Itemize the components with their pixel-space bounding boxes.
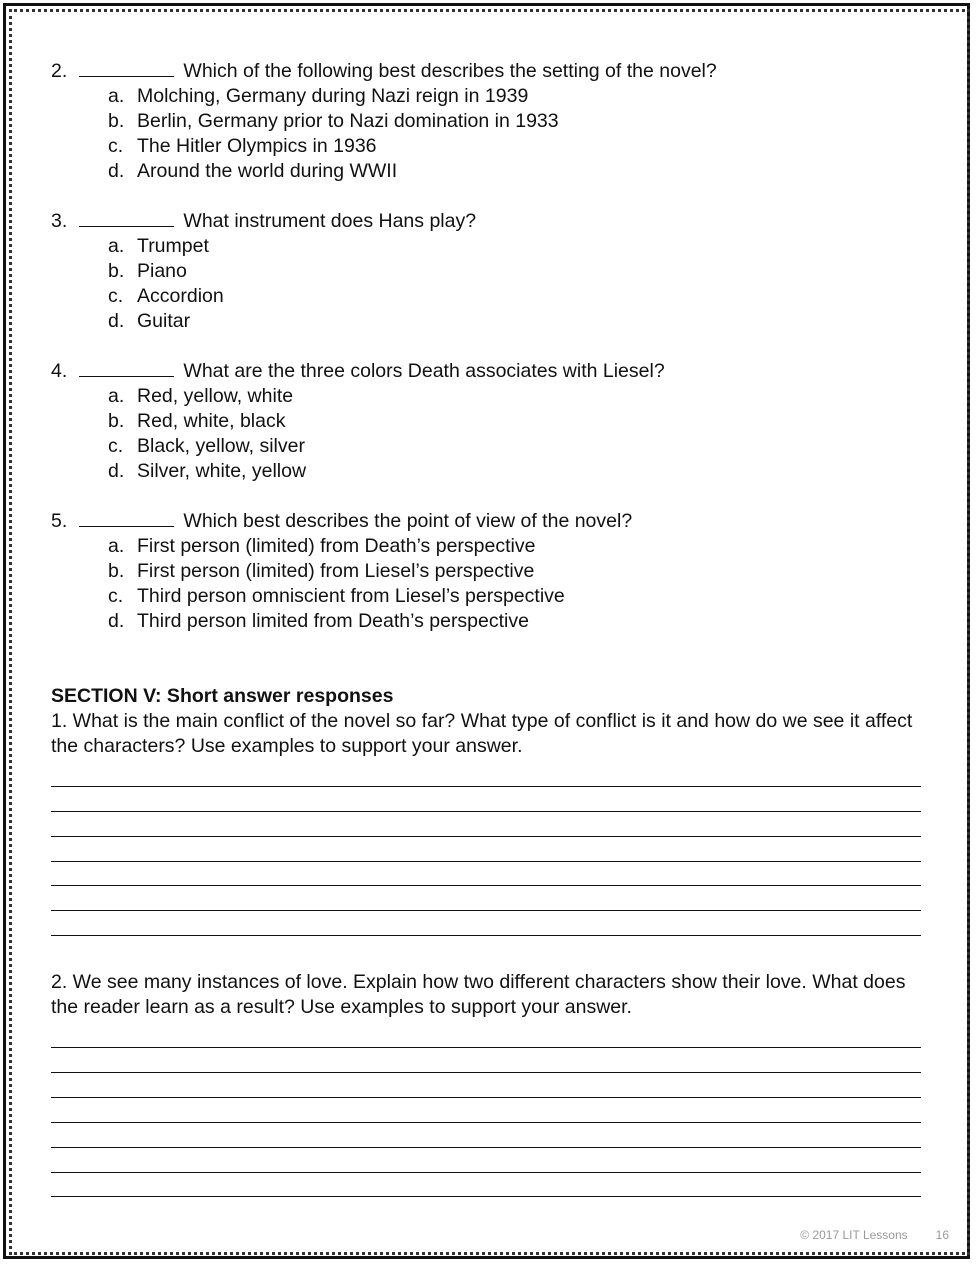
worksheet-content <box>51 59 921 1197</box>
option-a: a. First person (limited) from Death’s perspective <box>108 535 536 557</box>
option-d: d. Around the world during WWII <box>108 160 398 182</box>
option-c: c. The Hitler Olympics in 1936 <box>108 135 377 157</box>
answer-line[interactable] <box>51 1098 921 1123</box>
question-text: Which best describes the point of view of the novel? <box>183 510 633 532</box>
question-number: 4. <box>51 360 68 382</box>
option-list <box>51 534 921 634</box>
answer-blank[interactable] <box>79 509 174 527</box>
short-answer-prompt: 1. What is the main conflict of the novel so far? What type of conflict is it and how do we see it affect the characters? Use examples to support your answer. <box>51 710 913 757</box>
question-2 <box>51 59 921 184</box>
answer-line[interactable] <box>51 886 921 911</box>
option-c: c. Black, yellow, silver <box>108 435 305 457</box>
option-a: a. Trumpet <box>108 235 209 257</box>
answer-line[interactable] <box>51 837 921 862</box>
option-d: d. Silver, white, yellow <box>108 460 307 482</box>
answer-line[interactable] <box>51 1123 921 1148</box>
answer-line[interactable] <box>51 862 921 887</box>
answer-line[interactable] <box>51 1048 921 1073</box>
answer-line[interactable] <box>51 1148 921 1173</box>
section-title: SECTION V: Short answer responses <box>51 685 394 707</box>
answer-line[interactable] <box>51 787 921 812</box>
question-3 <box>51 209 921 334</box>
option-d: d. Guitar <box>108 310 191 332</box>
question-5 <box>51 509 921 634</box>
answer-line[interactable] <box>51 1173 921 1198</box>
option-d: d. Third person limited from Death’s perspective <box>108 610 529 632</box>
section-short-answer <box>51 684 921 1197</box>
question-number: 3. <box>51 210 68 232</box>
answer-blank[interactable] <box>79 359 174 377</box>
answer-line[interactable] <box>51 812 921 837</box>
short-answer-1 <box>51 709 921 936</box>
option-b: b. First person (limited) from Liesel’s perspective <box>108 560 535 582</box>
question-number: 2. <box>51 60 68 82</box>
answer-blank[interactable] <box>79 209 174 227</box>
answer-line[interactable] <box>51 762 921 787</box>
answer-lines[interactable] <box>51 1023 921 1197</box>
option-c: c. Accordion <box>108 285 224 307</box>
question-number: 5. <box>51 510 68 532</box>
copyright-text: © 2017 LIT Lessons <box>800 1228 908 1242</box>
short-answer-2 <box>51 970 921 1197</box>
option-list <box>51 234 921 334</box>
option-a: a. Red, yellow, white <box>108 385 294 407</box>
page-footer <box>800 1228 949 1242</box>
answer-line[interactable] <box>51 911 921 936</box>
option-b: b. Berlin, Germany prior to Nazi domination in 1933 <box>108 110 559 132</box>
question-4 <box>51 359 921 484</box>
option-b: b. Red, white, black <box>108 410 286 432</box>
question-text: Which of the following best describes the setting of the novel? <box>183 60 717 82</box>
answer-lines[interactable] <box>51 762 921 936</box>
question-text: What instrument does Hans play? <box>183 210 477 232</box>
option-list <box>51 84 921 184</box>
option-c: c. Third person omniscient from Liesel’s perspective <box>108 585 565 607</box>
short-answer-prompt: 2. We see many instances of love. Explain how two different characters show their love. What does the reader learn as a result? Use examples to support your answer. <box>51 971 906 1019</box>
answer-line[interactable] <box>51 1073 921 1098</box>
answer-blank[interactable] <box>79 59 174 77</box>
option-list <box>51 384 921 484</box>
page-number: 16 <box>935 1228 949 1242</box>
answer-line[interactable] <box>51 1023 921 1048</box>
option-b: b. Piano <box>108 260 187 282</box>
option-a: a. Molching, Germany during Nazi reign in 1939 <box>108 85 529 107</box>
question-text: What are the three colors Death associates with Liesel? <box>183 360 665 382</box>
